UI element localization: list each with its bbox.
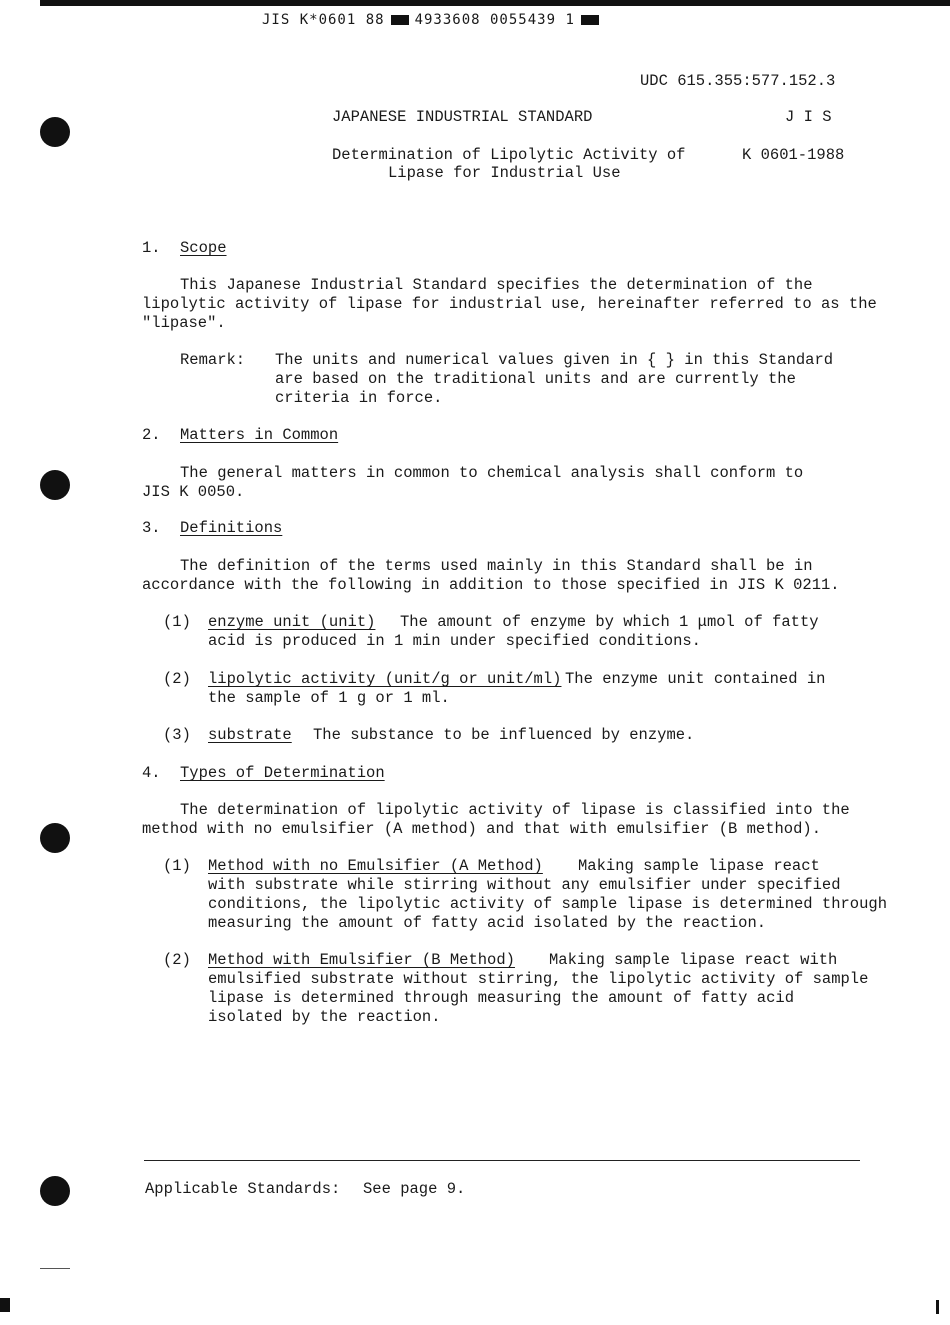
section-3-text: The definition of the terms used mainly in this Standard shall be in (180, 557, 813, 575)
punch-hole (40, 470, 70, 500)
method-1-text: with substrate while stirring without any emulsifier under specified (208, 876, 841, 894)
definition-1-text: The amount of enzyme by which 1 μmol of fatty (400, 613, 819, 631)
footer-rule (144, 1160, 860, 1161)
definition-1-text: acid is produced in 1 min under specified conditions. (208, 632, 701, 650)
method-2-term: Method with Emulsifier (B Method) (208, 951, 515, 969)
definition-3-text: The substance to be influenced by enzyme. (313, 726, 695, 744)
method-2-text: isolated by the reaction. (208, 1008, 441, 1026)
section-2-text: The general matters in common to chemical analysis shall conform to (180, 464, 804, 482)
section-1-heading: Scope (180, 239, 227, 257)
remark-text: The units and numerical values given in { } in this Standard (275, 351, 834, 369)
method-2-number: (2) (163, 951, 191, 969)
definition-1-number: (1) (163, 613, 191, 631)
scan-mark (40, 1268, 70, 1269)
method-1-text: conditions, the lipolytic activity of sample lipase is determined through (208, 895, 888, 913)
remark-label: Remark: (180, 351, 246, 369)
method-1-term: Method with no Emulsifier (A Method) (208, 857, 543, 875)
definition-3-number: (3) (163, 726, 191, 744)
remark-text: criteria in force. (275, 389, 443, 407)
section-3-text: accordance with the following in addition to those specified in JIS K 0211. (142, 576, 840, 594)
section-4-heading: Types of Determination (180, 764, 385, 782)
applicable-standards-label: Applicable Standards: (145, 1180, 341, 1198)
method-1-text: measuring the amount of fatty acid isolated by the reaction. (208, 914, 767, 932)
section-3-heading: Definitions (180, 519, 283, 537)
punch-hole (40, 1176, 70, 1206)
udc-code: UDC 615.355:577.152.3 (640, 72, 836, 90)
top-scan-bar (40, 0, 950, 6)
method-2-text: lipase is determined through measuring the amount of fatty acid (208, 989, 794, 1007)
redaction-block (391, 15, 409, 25)
definition-2-text: The enzyme unit contained in (565, 670, 826, 688)
method-2-text: Making sample lipase react with (549, 951, 838, 969)
standard-label: JAPANESE INDUSTRIAL STANDARD (332, 108, 593, 126)
section-4-text: method with no emulsifier (A method) and that with emulsifier (B method). (142, 820, 822, 838)
document-code-header (262, 12, 605, 28)
method-2-text: emulsified substrate without stirring, the lipolytic activity of sample (208, 970, 869, 988)
redaction-block (581, 15, 599, 25)
method-1-number: (1) (163, 857, 191, 875)
definition-2-term: lipolytic activity (unit/g or unit/ml) (208, 670, 562, 688)
definition-2-number: (2) (163, 670, 191, 688)
jis-mark: J I S (785, 108, 832, 126)
section-1-text: "lipase". (142, 314, 226, 332)
section-4-text: The determination of lipolytic activity of lipase is classified into the (180, 801, 850, 819)
code-left: JIS K*0601 88 (262, 12, 385, 28)
section-2-heading: Matters in Common (180, 426, 339, 444)
method-1-text: Making sample lipase react (578, 857, 820, 875)
standard-number: K 0601-1988 (742, 146, 845, 164)
title-line-2: Lipase for Industrial Use (388, 164, 621, 182)
section-2-text: JIS K 0050. (142, 483, 245, 501)
section-3-number: 3. (142, 519, 161, 537)
section-1-number: 1. (142, 239, 161, 257)
section-2-number: 2. (142, 426, 161, 444)
remark-text: are based on the traditional units and are currently the (275, 370, 796, 388)
section-1-text: lipolytic activity of lipase for industrial use, hereinafter referred to as the (142, 295, 877, 313)
section-1-text: This Japanese Industrial Standard specifies the determination of the (180, 276, 813, 294)
punch-hole (40, 823, 70, 853)
definition-3-term: substrate (208, 726, 292, 744)
applicable-standards-ref: See page 9. (363, 1180, 466, 1198)
code-right: 4933608 0055439 1 (414, 12, 575, 28)
title-line-1: Determination of Lipolytic Activity of (332, 146, 686, 164)
punch-hole (40, 117, 70, 147)
definition-2-text: the sample of 1 g or 1 ml. (208, 689, 450, 707)
definition-1-term: enzyme unit (unit) (208, 613, 376, 631)
scan-mark (0, 1298, 10, 1312)
scan-mark (936, 1300, 939, 1314)
section-4-number: 4. (142, 764, 161, 782)
